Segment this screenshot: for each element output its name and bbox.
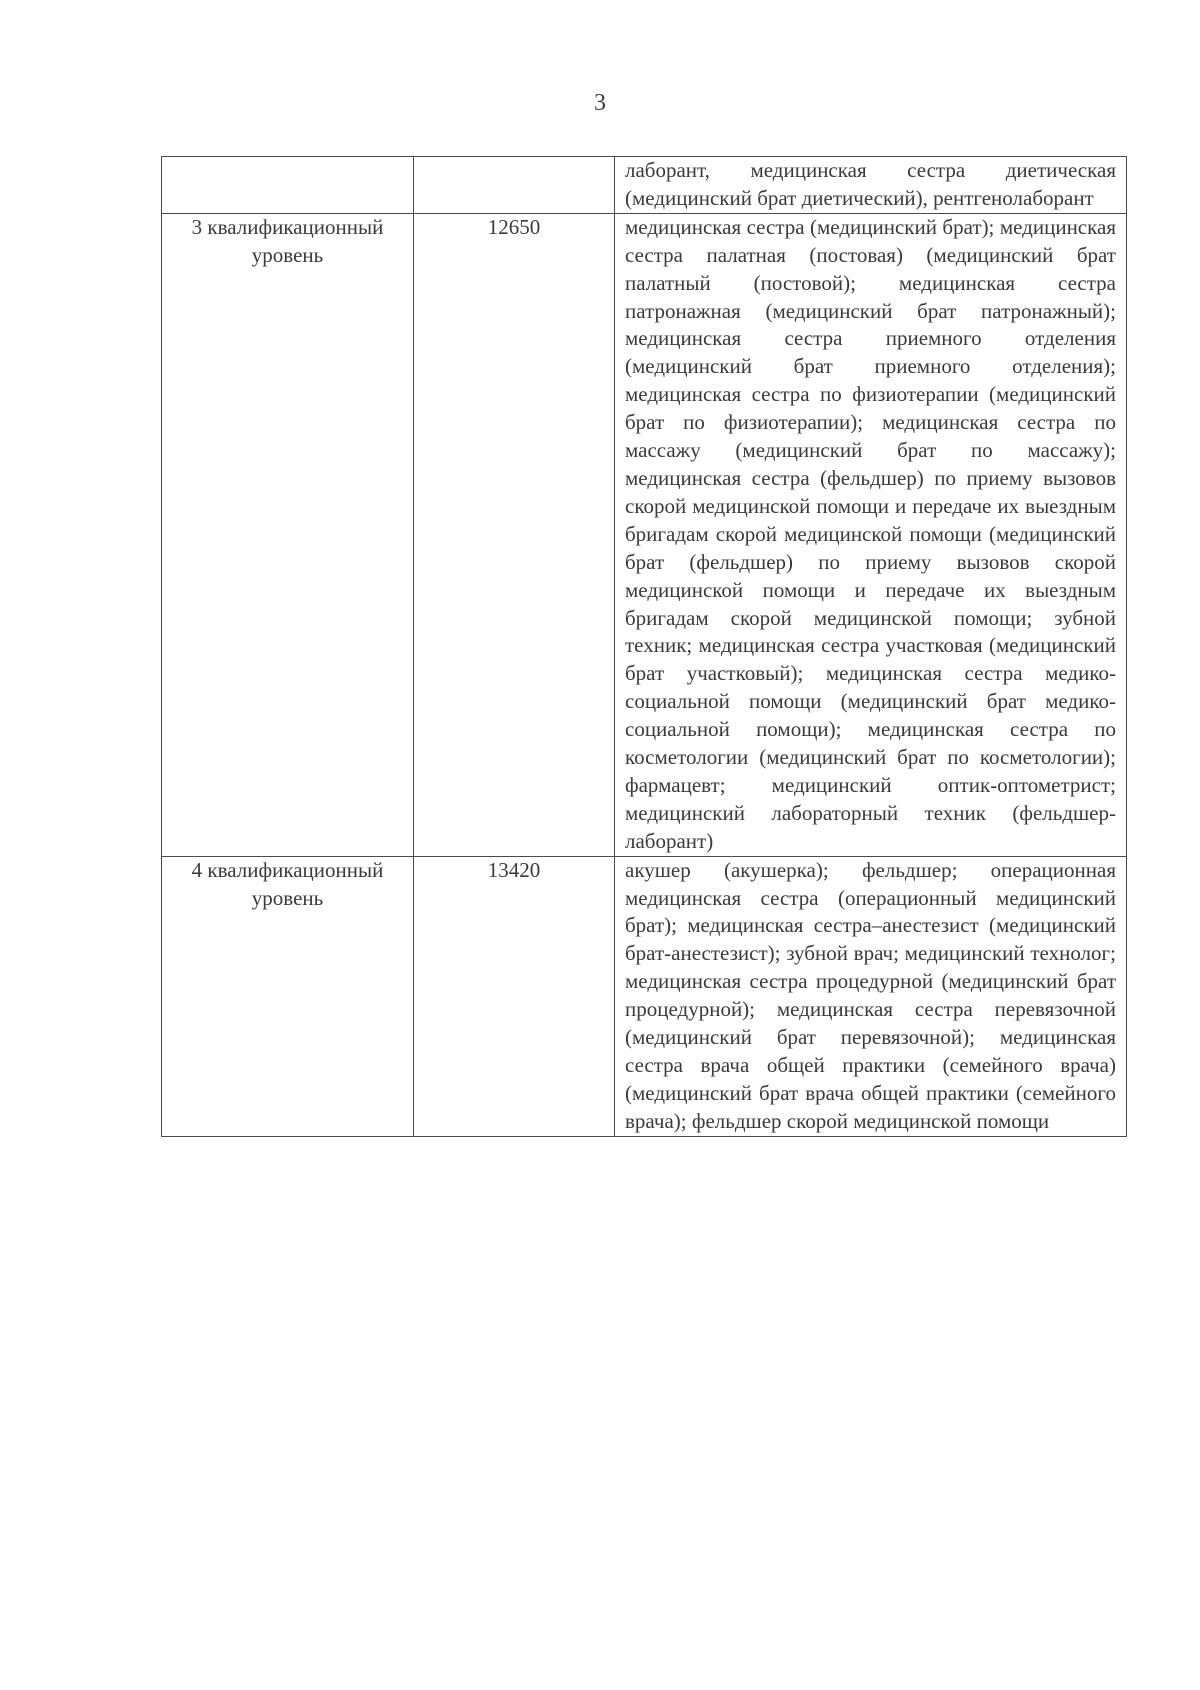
table-row (162, 213, 1127, 856)
table-row (162, 157, 1127, 214)
positions-cell: медицинская сестра (медицинский брат); медицинская сестра палатная (постовая) (медицинский брат палатный (постовой); медицинская сестра патронажная (медицинский брат патронажный); медицинская сестра приемного отделения (медицинский брат приемного отделения); медицинская сестра по физиотерапии (медицинский брат по физиотерапии); медицинская сестра по массажу (медицинский брат по массажу); медицинская сестра (фельдшер) по приему вызовов скорой медицинской помощи и передаче их выездным бригадам скорой медицинской помощи (медицинский брат (фельдшер) по приему вызовов скорой медицинской помощи и передаче их выездным бригадам скорой медицинской помощи; зубной техник; медицинская сестра участковая (медицинский брат участковый); медицинская сестра медико-социальной помощи (медицинский брат медико-социальной помощи); медицинская сестра по косметологии (медицинский брат по косметологии); фармацевт; медицинский оптик-оптометрист; медицинский лабораторный техник (фельдшер-лаборант) (615, 213, 1127, 856)
qualification-level-cell: 3 квалификационный уровень (162, 213, 414, 856)
salary-cell: 12650 (414, 213, 615, 856)
positions-cell: лаборант, медицинская сестра диетическая (медицинский брат диетический), рентгенолаборант (615, 157, 1127, 214)
positions-cell: акушер (акушерка); фельдшер; операционная медицинская сестра (операционный медицинский брат); медицинская сестра–анестезист (медицинский брат-анестезист); зубной врач; медицинский технолог; медицинская сестра процедурной (медицинский брат процедурной); медицинская сестра перевязочной (медицинский брат перевязочной); медицинская сестра врача общей практики (семейного врача) (медицинский брат врача общей практики (семейного врача); фельдшер скорой медицинской помощи (615, 856, 1127, 1136)
table-row (162, 856, 1127, 1136)
qualification-table (161, 156, 1127, 1137)
salary-cell: 13420 (414, 856, 615, 1136)
salary-cell (414, 157, 615, 214)
qualification-level-cell: 4 квалификационный уровень (162, 856, 414, 1136)
page-number: 3 (594, 90, 606, 116)
qualification-level-cell (162, 157, 414, 214)
